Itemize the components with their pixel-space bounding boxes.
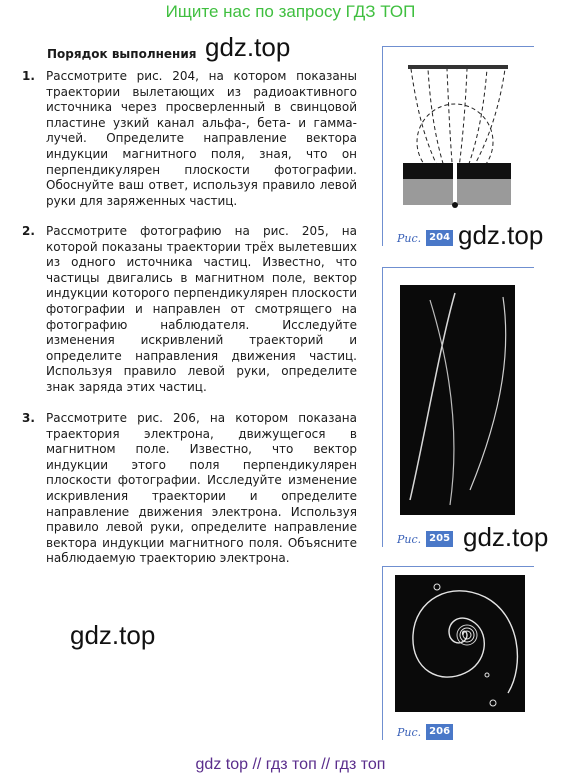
photo-background: [400, 285, 515, 515]
caption-label: Рис.: [397, 725, 422, 739]
task-item-2: [22, 224, 357, 396]
watermark: gdz.top: [463, 522, 549, 552]
photo-plate: [408, 65, 508, 69]
figure-caption: [397, 724, 453, 740]
task-item-1: [22, 69, 357, 209]
task-text: Рассмотрите фотографию на рис. 205, на которой показаны траектории трёх вылетевших из одного источника частиц. Известно, что частицы двигались в магнитном поле, вектор индукции которого перпендикулярен плоскости фотографии и направлен от смотрящего на фотографию наблюдателя. Исследуйте изменения искривлений траекторий и определите направления движения частиц. Используя правило левой руки, определите знак заряда этих частиц.: [46, 224, 357, 394]
caption-label: Рис.: [397, 532, 422, 546]
caption-number: 205: [426, 531, 453, 547]
watermark: gdz.top: [70, 620, 156, 650]
radiation-tracks-diagram: [383, 47, 533, 245]
task-number: 3.: [22, 411, 35, 425]
watermark: gdz.top: [458, 220, 544, 250]
top-banner: Ищите нас по запросу ГДЗ ТОП: [165, 2, 416, 21]
watermark: gdz.top: [205, 32, 291, 62]
caption-number: 204: [426, 230, 453, 246]
source-dot: [452, 202, 458, 208]
figure-caption: [397, 531, 453, 547]
bottom-banner: gdz top // гдз топ // гдз топ: [195, 756, 386, 773]
figure-205: [382, 267, 534, 547]
task-text: Рассмотрите рис. 206, на котором показана траектория электрона, движущегося в магнитном поле. Известно, что вектор индукции этого поля перпендикулярен плоскости фотографии. Исследуйте изменение искривления траектории и определите направление движения электрона. Используя правило левой руки, определите направление вектора индукции магнитного поля. Объясните наблюдаемую траекторию электрона.: [46, 411, 357, 566]
figure-204: [382, 46, 534, 246]
task-number: 2.: [22, 224, 35, 238]
figure-206: [382, 566, 534, 740]
task-number: 1.: [22, 69, 35, 83]
caption-number: 206: [426, 724, 453, 740]
channel: [453, 163, 457, 203]
section-title: Порядок выполнения: [47, 47, 197, 61]
task-item-3: [22, 411, 357, 567]
electron-spiral-photo: [395, 575, 545, 715]
task-text: Рассмотрите рис. 204, на котором показаны траектории вылетающих из радиоактивного источника через просверленный в свинцовой пластине узкий канал альфа-, бета- и гамма-лучей. Определите направление вектора индукции магнитного поля, зная, что он перпендикулярен плоскости фотографии. Обоснуйте ваш ответ, используя правило левой руки для заряженных частиц.: [46, 69, 357, 208]
caption-label: Рис.: [397, 231, 422, 245]
figure-caption: [397, 230, 453, 246]
particle-tracks-photo: [400, 285, 550, 563]
